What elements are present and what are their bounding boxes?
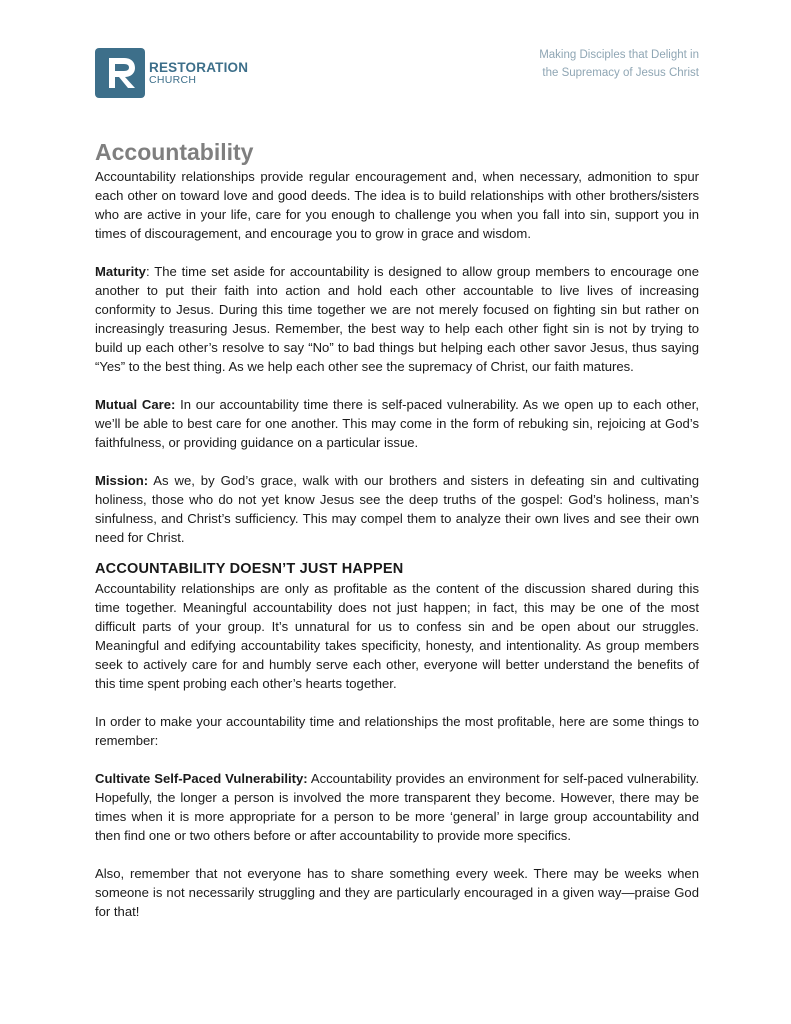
mission-paragraph: [95, 471, 699, 547]
logo-name: RESTORATION: [149, 59, 249, 75]
church-logo: [95, 48, 248, 98]
mission-label: Mission:: [95, 473, 149, 488]
section-paragraph-1: Accountability relationships are only as profitable as the content of the discussion shared during this time together. Meaningful accountability does not just happen; in fact, this may be one of the most difficult parts of your group. It’s unnatural for us to confess sin and be open about our struggles. Meaningful and edifying accountability takes specificity, honesty, and intentionality. As group members seek to actively care for and humbly serve each other, everyone will better understand the benefits of this time spent probing each other’s hearts together.: [95, 581, 699, 691]
section-paragraph-2: In order to make your accountability time and relationships the most profitable, here are some things to remember:: [95, 714, 699, 748]
r-logo-icon: [95, 48, 145, 98]
cultivate-text: Accountability provides an environment for self-paced vulnerability. Hopefully, the longer a person is involved the more transparent they become. However, there may be times when it is more appropriate for a person to be more ‘general’ in large group accountability and then find one or two others before or after accountability to provide more specifics.: [95, 771, 699, 843]
section-paragraph-4: Also, remember that not everyone has to share something every week. There may be weeks when someone is not necessarily struggling and they are particularly encouraged in a given way—praise God for that!: [95, 866, 699, 919]
mission-text: As we, by God’s grace, walk with our brothers and sisters in defeating sin and cultivating holiness, those who do not yet know Jesus see the deep truths of the gospel: God’s holiness, man’s sinfulness, and Christ’s sufficiency. This may compel them to analyze their own lives and see their own need for Christ.: [95, 473, 699, 545]
tagline: [539, 46, 699, 82]
cultivate-paragraph: [95, 769, 699, 845]
intro-paragraph: Accountability relationships provide regular encouragement and, when necessary, admonition to spur each other on toward love and good deeds. The idea is to build relationships with other brothers/sisters who are active in your life, care for you enough to challenge you when you fall into sin, support you in times of discouragement, and encourage you to grow in grace and wisdom.: [95, 169, 699, 241]
maturity-paragraph: [95, 262, 699, 376]
tagline-line-1: Making Disciples that Delight in: [539, 49, 699, 61]
tagline-line-2: the Supremacy of Jesus Christ: [542, 67, 699, 79]
section-heading: ACCOUNTABILITY DOESN’T JUST HAPPEN: [95, 561, 404, 577]
cultivate-label: Cultivate Self-Paced Vulnerability:: [95, 771, 308, 786]
maturity-text: : The time set aside for accountability is designed to allow group members to encourage one another to put their faith into action and hold each other accountable to live lives of increasing conformity to Jesus. During this time together we are not merely focused on fighting sin but rather on increasingly treasuring Jesus. Remember, the best way to help each other fight sin is not by trying to build up each other’s resolve to say “No” to bad things but helping each other savor Jesus, thus saying “Yes” to the best thing. As we help each other see the supremacy of Christ, our faith matures.: [95, 264, 699, 374]
mutual-care-label: Mutual Care:: [95, 397, 176, 412]
page-title: Accountability: [95, 139, 254, 165]
mutual-care-paragraph: [95, 395, 699, 452]
mutual-care-text: In our accountability time there is self-paced vulnerability. As we open up to each other, we’ll be able to best care for one another. This may come in the form of rebuking sin, rejoicing at God’s faithfulness, or providing guidance on a particular issue.: [95, 397, 699, 450]
logo-subtitle: CHURCH: [149, 74, 197, 86]
maturity-label: Maturity: [95, 264, 146, 279]
document-body: [95, 137, 699, 921]
